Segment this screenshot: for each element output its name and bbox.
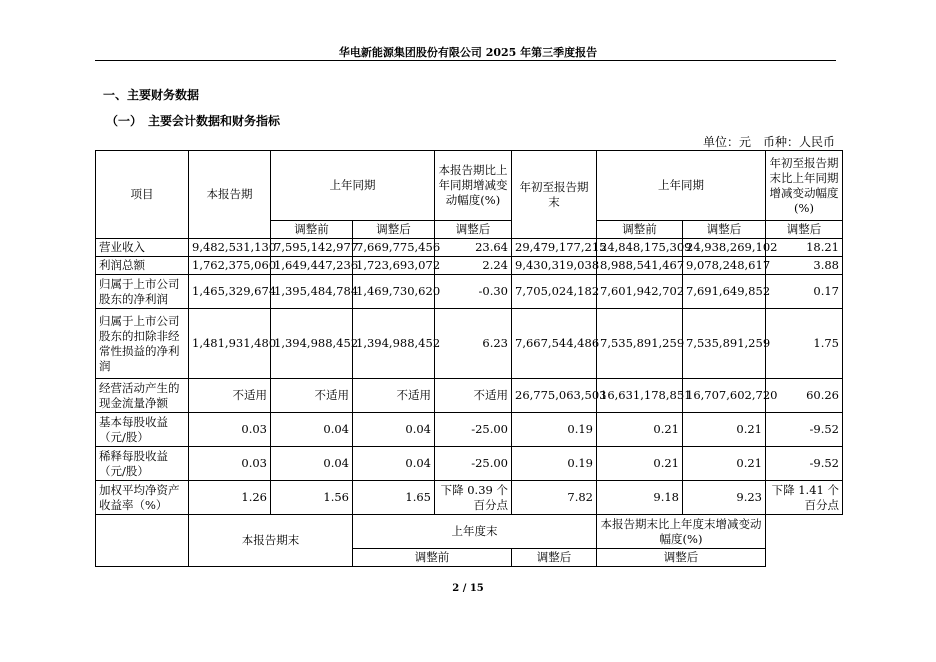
table-cell: 下降 0.39 个百分点 bbox=[435, 481, 512, 515]
table-row bbox=[96, 413, 843, 447]
table-cell: 18.21 bbox=[766, 239, 843, 257]
bottom-blank-cell bbox=[96, 515, 189, 567]
table-cell: 0.04 bbox=[353, 413, 435, 447]
table-cell: 23.64 bbox=[435, 239, 512, 257]
table-cell: 7,595,142,977 bbox=[271, 239, 353, 257]
table-cell: 1,394,988,452 bbox=[271, 309, 353, 379]
table-cell: 9.18 bbox=[597, 481, 683, 515]
bottom-prior-year-end: 上年度末 bbox=[353, 515, 597, 549]
table-cell: -9.52 bbox=[766, 447, 843, 481]
table-cell: 7,667,544,486 bbox=[512, 309, 597, 379]
table-cell: 0.21 bbox=[683, 447, 766, 481]
header-current-period: 本报告期 bbox=[189, 151, 271, 239]
row-label: 稀释每股收益（元/股） bbox=[96, 447, 189, 481]
table-cell: 0.21 bbox=[683, 413, 766, 447]
table-cell: 7.82 bbox=[512, 481, 597, 515]
table-cell: 8,988,541,467 bbox=[597, 257, 683, 275]
row-label: 归属于上市公司股东的扣除非经常性损益的净利润 bbox=[96, 309, 189, 379]
table-cell: 1.75 bbox=[766, 309, 843, 379]
table-cell: 0.21 bbox=[597, 447, 683, 481]
table-cell: 0.03 bbox=[189, 413, 271, 447]
table-cell: 下降 1.41 个百分点 bbox=[766, 481, 843, 515]
header-rule bbox=[95, 60, 836, 61]
table-cell: 不适用 bbox=[435, 379, 512, 413]
financial-table bbox=[95, 150, 843, 567]
table-cell: 1,762,375,060 bbox=[189, 257, 271, 275]
table-cell: 24,938,269,102 bbox=[683, 239, 766, 257]
table-cell: 0.17 bbox=[766, 275, 843, 309]
table-cell: 1,723,693,072 bbox=[353, 257, 435, 275]
table-cell: 7,535,891,259 bbox=[597, 309, 683, 379]
table-row bbox=[96, 239, 843, 257]
table-cell: 2.24 bbox=[435, 257, 512, 275]
table-cell: 0.04 bbox=[271, 413, 353, 447]
table-cell: 不适用 bbox=[189, 379, 271, 413]
table-cell: 60.26 bbox=[766, 379, 843, 413]
header-prior-period: 上年同期 bbox=[271, 151, 435, 221]
table-cell: 0.04 bbox=[353, 447, 435, 481]
table-row bbox=[96, 447, 843, 481]
table-row bbox=[96, 481, 843, 515]
header-row bbox=[96, 151, 843, 221]
table-cell: 1,395,484,784 bbox=[271, 275, 353, 309]
section-title: 一、主要财务数据 bbox=[103, 88, 200, 102]
table-cell: 7,669,775,456 bbox=[353, 239, 435, 257]
subheader-before-adj: 调整前 bbox=[597, 221, 683, 239]
table-cell: 1.26 bbox=[189, 481, 271, 515]
table-cell: 0.03 bbox=[189, 447, 271, 481]
table-cell: 1.56 bbox=[271, 481, 353, 515]
table-cell: 29,479,177,215 bbox=[512, 239, 597, 257]
table-cell: 1,649,447,236 bbox=[271, 257, 353, 275]
bottom-header-row bbox=[96, 515, 843, 549]
subsection-title: （一） 主要会计数据和财务指标 bbox=[106, 114, 281, 128]
table-cell: 16,707,602,720 bbox=[683, 379, 766, 413]
table-cell: 7,705,024,182 bbox=[512, 275, 597, 309]
header-period-change: 本报告期比上年同期增减变动幅度(%) bbox=[435, 151, 512, 221]
table-cell: 9.23 bbox=[683, 481, 766, 515]
table-row bbox=[96, 309, 843, 379]
subheader-after-adj: 调整后 bbox=[353, 221, 435, 239]
table-cell: 1.65 bbox=[353, 481, 435, 515]
header-prior-ytd: 上年同期 bbox=[597, 151, 766, 221]
row-label: 经营活动产生的现金流量净额 bbox=[96, 379, 189, 413]
table-cell: -0.30 bbox=[435, 275, 512, 309]
table-row bbox=[96, 275, 843, 309]
table-cell: -25.00 bbox=[435, 447, 512, 481]
bottom-period-end: 本报告期末 bbox=[189, 515, 353, 567]
table-cell: 1,481,931,480 bbox=[189, 309, 271, 379]
row-label: 加权平均净资产收益率（%） bbox=[96, 481, 189, 515]
subheader-after-adj: 调整后 bbox=[766, 221, 843, 239]
row-label: 利润总额 bbox=[96, 257, 189, 275]
table-cell: 16,631,178,851 bbox=[597, 379, 683, 413]
unit-label: 单位：元 币种：人民币 bbox=[702, 135, 835, 149]
table-cell: 不适用 bbox=[353, 379, 435, 413]
table-cell: 9,078,248,617 bbox=[683, 257, 766, 275]
table-cell: 0.04 bbox=[271, 447, 353, 481]
table-cell: 9,482,531,130 bbox=[189, 239, 271, 257]
table-cell: 0.19 bbox=[512, 413, 597, 447]
table-cell: 1,465,329,674 bbox=[189, 275, 271, 309]
header-item: 项目 bbox=[96, 151, 189, 239]
report-header: 华电新能源集团股份有限公司 2025 年第三季度报告 bbox=[338, 46, 598, 59]
table-cell: 不适用 bbox=[271, 379, 353, 413]
table-row bbox=[96, 379, 843, 413]
table-cell: 24,848,175,309 bbox=[597, 239, 683, 257]
bottom-after-adj: 调整后 bbox=[512, 549, 597, 567]
table-cell: 0.21 bbox=[597, 413, 683, 447]
table-cell: 3.88 bbox=[766, 257, 843, 275]
subheader-after-adj: 调整后 bbox=[435, 221, 512, 239]
bottom-change: 本报告期末比上年度末增减变动幅度(%) bbox=[597, 515, 766, 549]
bottom-after-adj: 调整后 bbox=[597, 549, 766, 567]
table-cell: -9.52 bbox=[766, 413, 843, 447]
subheader-after-adj: 调整后 bbox=[683, 221, 766, 239]
table-cell: 9,430,319,038 bbox=[512, 257, 597, 275]
table-cell: 6.23 bbox=[435, 309, 512, 379]
bottom-before-adj: 调整前 bbox=[353, 549, 512, 567]
table-cell: 1,469,730,620 bbox=[353, 275, 435, 309]
table-cell: 7,535,891,259 bbox=[683, 309, 766, 379]
table-cell: 7,691,649,852 bbox=[683, 275, 766, 309]
row-label: 基本每股收益（元/股） bbox=[96, 413, 189, 447]
table-cell: 1,394,988,452 bbox=[353, 309, 435, 379]
table-cell: 0.19 bbox=[512, 447, 597, 481]
row-label: 营业收入 bbox=[96, 239, 189, 257]
header-ytd: 年初至报告期末 bbox=[512, 151, 597, 239]
page-number: 2 / 15 bbox=[452, 583, 484, 594]
table-row bbox=[96, 257, 843, 275]
row-label: 归属于上市公司股东的净利润 bbox=[96, 275, 189, 309]
header-ytd-change: 年初至报告期末比上年同期增减变动幅度(%) bbox=[766, 151, 843, 221]
table-cell: 7,601,942,702 bbox=[597, 275, 683, 309]
table-cell: 26,775,063,503 bbox=[512, 379, 597, 413]
subheader-before-adj: 调整前 bbox=[271, 221, 353, 239]
table-cell: -25.00 bbox=[435, 413, 512, 447]
